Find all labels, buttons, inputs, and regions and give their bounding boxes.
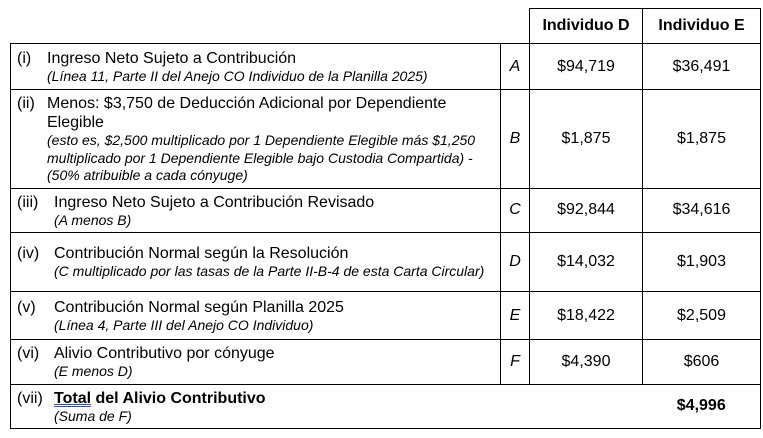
value-individuo-e: $606 (643, 340, 761, 385)
value-individuo-d: $14,032 (530, 233, 643, 292)
total-letter-empty (501, 384, 530, 429)
total-title (54, 389, 495, 408)
header-row (11, 9, 761, 44)
row-description (11, 44, 501, 90)
table-row (11, 292, 761, 340)
header-blank (11, 9, 530, 44)
value-individuo-d: $4,390 (530, 340, 643, 385)
total-title-rest: del Alivio Contributivo (91, 389, 266, 407)
row-letter: A (501, 44, 530, 90)
total-title-underlined: Total (54, 389, 92, 407)
row-subtitle: (Línea 11, Parte II del Anejo CO Individuo de la Planilla 2025) (47, 67, 428, 84)
row-number: (ii) (17, 95, 35, 112)
total-number: (vii) (17, 389, 43, 407)
value-individuo-e: $1,875 (643, 90, 761, 189)
row-letter: C (501, 188, 530, 233)
total-subtitle: (Suma de F) (54, 407, 132, 424)
row-letter: D (501, 233, 530, 292)
table-row (11, 188, 761, 233)
row-subtitle: (C multiplicado por las tasas de la Parte II-B-4 de esta Carta Circular) (54, 263, 485, 280)
row-number: (vi) (17, 345, 40, 362)
row-description (11, 340, 501, 385)
table-row (11, 90, 761, 189)
total-value: $4,996 (643, 384, 761, 429)
row-letter: F (501, 340, 530, 385)
row-description (11, 292, 501, 340)
row-title: Menos: $3,750 de Deducción Adicional por Dependiente Elegible (47, 95, 447, 131)
row-title: Alivio Contributivo por cónyuge (54, 345, 275, 362)
table-row (11, 340, 761, 385)
value-individuo-d: $18,422 (530, 292, 643, 340)
row-number: (iii) (17, 193, 39, 211)
header-individuo-e: Individuo E (643, 9, 761, 44)
row-title: Contribución Normal según la Resolución (54, 245, 349, 263)
row-description (11, 188, 501, 233)
value-individuo-e: $1,903 (643, 233, 761, 292)
relief-table (10, 8, 761, 429)
value-individuo-d: $1,875 (530, 90, 643, 189)
value-individuo-d: $92,844 (530, 188, 643, 233)
value-individuo-e: $36,491 (643, 44, 761, 90)
value-individuo-e: $2,509 (643, 292, 761, 340)
row-number: (i) (17, 49, 32, 67)
row-letter: E (501, 292, 530, 340)
row-description (11, 233, 501, 292)
row-title: Ingreso Neto Sujeto a Contribución (47, 49, 297, 67)
row-number: (v) (17, 298, 36, 316)
table-row (11, 44, 761, 90)
value-individuo-d: $94,719 (530, 44, 643, 90)
row-subtitle: (esto es, $2,500 multiplicado por 1 Dependiente Elegible más $1,250 multiplicado por 1 Dependiente Elegible bajo Custodia Compartida) - (50% atribuible a cada cónyuge) (47, 132, 476, 183)
total-description (11, 384, 501, 429)
row-description (11, 90, 501, 189)
row-title: Ingreso Neto Sujeto a Contribución Revisado (54, 193, 375, 211)
table-row (11, 233, 761, 292)
total-row (11, 384, 761, 429)
row-title: Contribución Normal según Planilla 2025 (54, 298, 344, 316)
row-subtitle: (E menos D) (54, 363, 133, 379)
row-number: (iv) (17, 245, 40, 263)
header-individuo-d: Individuo D (530, 9, 643, 44)
total-d-empty (530, 384, 643, 429)
row-subtitle: (A menos B) (54, 211, 132, 228)
row-letter: B (501, 90, 530, 189)
row-subtitle: (Línea 4, Parte III del Anejo CO Individuo) (54, 316, 314, 333)
value-individuo-e: $34,616 (643, 188, 761, 233)
